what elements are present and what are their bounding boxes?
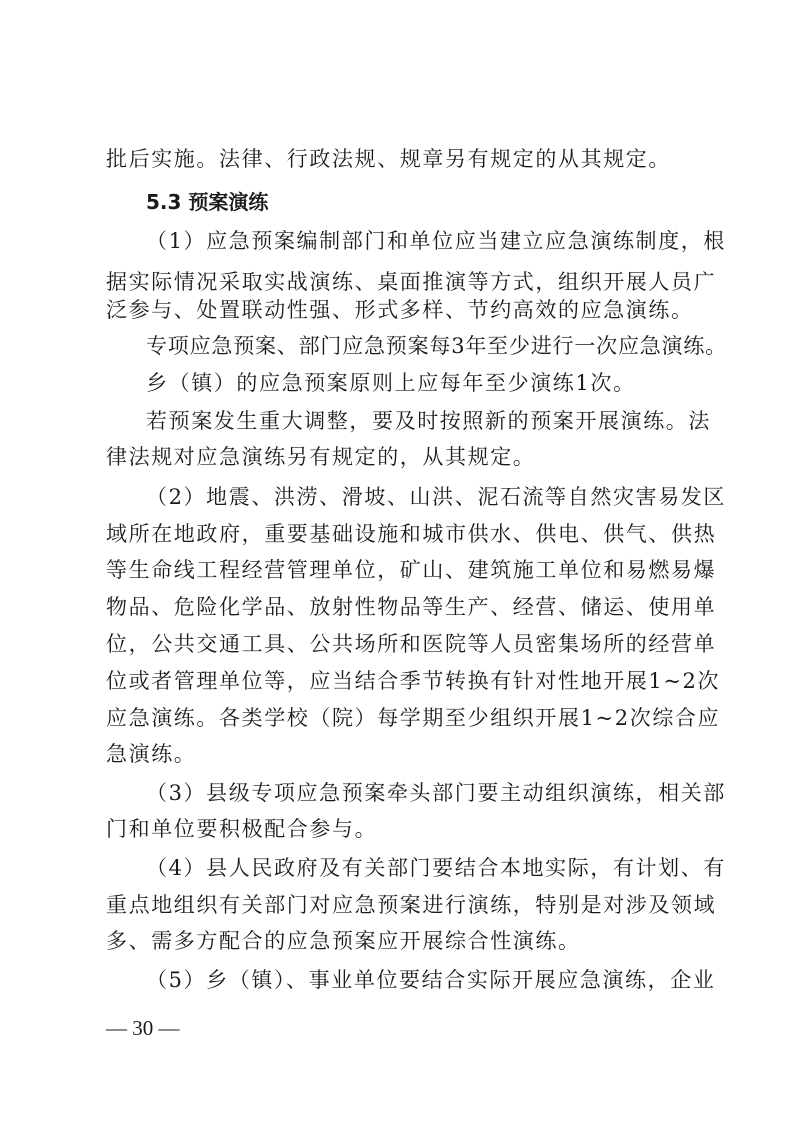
text-line-11: 域所在地政府，重要基础设施和城市供水、供电、供气、供热 [106,522,717,546]
text-line-17: 急演练。 [106,742,197,766]
text-line-3: （1）应急预案编制部门和单位应当建立应急演练制度，根 [146,229,726,253]
text-line-16: 应急演练。各类学校（院）每学期至少组织开展1~2次综合应 [106,706,721,730]
text-line-4: 据实际情况采取实战演练、桌面推演等方式，组织开展人员广 [106,270,717,294]
text-line-10: （2）地震、洪涝、滑坡、山洪、泥石流等自然灾害易发区 [146,485,726,509]
text-line-1: 批后实施。法律、行政法规、规章另有规定的从其规定。 [106,147,671,171]
text-line-6: 专项应急预案、部门应急预案每3年至少进行一次应急演练。 [146,334,727,358]
text-line-14: 位，公共交通工具、公共场所和医院等人员密集场所的经营单 [106,632,717,656]
text-line-8: 若预案发生重大调整，要及时按照新的预案开展演练。法 [146,409,711,433]
text-line-20: （4）县人民政府及有关部门要结合本地实际，有计划、有 [146,856,726,880]
text-line-12: 等生命线工程经营管理单位，矿山、建筑施工单位和易燃易爆 [106,558,717,582]
text-line-18: （3）县级专项应急预案牵头部门要主动组织演练，相关部 [146,781,726,805]
page-number: — 30 — [106,1016,180,1040]
text-line-15: 位或者管理单位等，应当结合季节转换有针对性地开展1~2次 [106,669,721,693]
section-heading-5-3: 5.3 预案演练 [146,190,269,214]
text-line-7: 乡（镇）的应急预案原则上应每年至少演练1次。 [146,371,636,395]
text-line-9: 律法规对应急演练另有规定的，从其规定。 [106,445,536,469]
text-line-21: 重点地组织有关部门对应急预案进行演练，特别是对涉及领域 [106,893,717,917]
text-line-13: 物品、危险化学品、放射性物品等生产、经营、储运、使用单 [106,595,717,619]
text-line-5: 泛参与、处置联动性强、形式多样、节约高效的应急演练。 [106,298,694,322]
text-line-23: （5）乡（镇）、事业单位要结合实际开展应急演练，企业 [146,968,716,992]
text-line-22: 多、需多方配合的应急预案应开展综合性演练。 [106,929,581,953]
text-line-19: 门和单位要积极配合参与。 [106,817,378,841]
